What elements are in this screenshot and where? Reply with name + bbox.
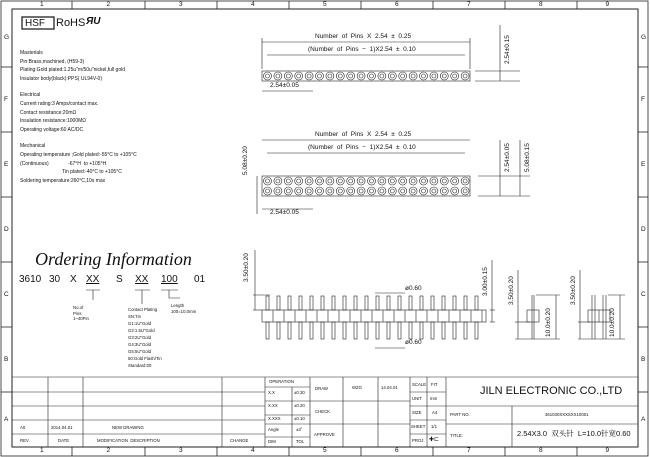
end-view-double (578, 270, 625, 339)
pin-hole-inner (276, 74, 280, 78)
pin-hole-inner (328, 189, 332, 193)
scale-value: FIT (431, 382, 438, 387)
pin-hole (295, 72, 303, 80)
pin-upper (354, 296, 357, 310)
pin-hole-inner (286, 74, 290, 78)
pin-hole-inner (349, 189, 353, 193)
pin-hole (368, 72, 376, 80)
pin-hole (388, 72, 396, 80)
pin-hole-inner (422, 179, 426, 183)
pin-lower (442, 322, 445, 339)
pin-hole (336, 177, 344, 185)
pin-hole (316, 187, 324, 195)
pin-hole (388, 187, 396, 195)
code-suffix: 01 (194, 274, 206, 285)
scale-label: SCALE (412, 382, 427, 387)
pin-hole (451, 177, 459, 185)
dim-double-upper: 3.50±0.20 (570, 276, 577, 305)
column-label: 3 (179, 0, 183, 8)
mechanical-line: Soldering temperature:260°C,10s max (20, 177, 106, 184)
column-label: 9 (605, 0, 610, 8)
pin-hole (430, 177, 438, 185)
pin-lower (475, 322, 478, 339)
end-view-single (515, 270, 560, 339)
pin-hole-inner (286, 179, 290, 183)
pin-lower (277, 322, 280, 339)
pin-upper (398, 296, 401, 310)
check-label: CHECK (315, 409, 331, 414)
pin-upper (332, 296, 335, 310)
pin-hole (388, 177, 396, 185)
pins-note (73, 305, 89, 322)
note-line: G2:1.5U"Gold (128, 328, 155, 333)
proj-label: PROJ. (412, 438, 425, 443)
unit-label: UNIT (412, 396, 423, 401)
pin-upper (288, 296, 291, 310)
pin-upper (475, 296, 478, 310)
rev-value: A0 (20, 425, 26, 430)
pin-hole (461, 72, 469, 80)
pin-hole (409, 187, 417, 195)
pin-hole-inner (276, 179, 280, 183)
header-rev: REV (20, 438, 29, 443)
pin-hole-inner (328, 74, 332, 78)
column-label: 1 (40, 0, 44, 8)
pin-hole-inner (401, 74, 405, 78)
title-label: TITLE: (450, 433, 463, 438)
pin-hole-inner (380, 74, 384, 78)
column-label: 2 (106, 447, 111, 454)
dim-mid-pitch: 2.54±0.05 (270, 209, 299, 216)
header-description: MODIFICATION DESCRIPTION (97, 438, 160, 443)
pin-hole-inner (463, 179, 467, 183)
column-label: 6 (395, 0, 399, 8)
tol-dim: X.XXX (268, 416, 281, 421)
pin-upper (376, 296, 379, 310)
electrical-line: Insulation resistance:1000MΩ (20, 118, 86, 125)
draw-date: 14.04.01 (381, 385, 398, 390)
pin-hole-inner (453, 179, 457, 183)
pin-lower (321, 322, 324, 339)
specs-block (20, 49, 137, 185)
note-line: Standard:00 (128, 363, 152, 368)
dim-body-height: 3.00±0.15 (482, 267, 489, 296)
pin-lower (464, 322, 467, 339)
pin-hole (461, 187, 469, 195)
pin-hole-inner (359, 179, 363, 183)
pin-hole (440, 187, 448, 195)
column-label: 5 (323, 0, 327, 8)
pin-hole (274, 177, 282, 185)
pin-hole-inner (380, 179, 384, 183)
pin-hole (316, 177, 324, 185)
title-value: 2.54X3.0 双头针 L=10.0针宽0.60 (517, 429, 631, 438)
pin-hole (451, 187, 459, 195)
pin-upper (365, 296, 368, 310)
pin-hole-inner (297, 179, 301, 183)
draw-label: DRAW (315, 386, 328, 391)
pin-hole-inner (442, 74, 446, 78)
ordering-leaders (86, 290, 180, 304)
pin-lower (288, 322, 291, 339)
column-label: 5 (323, 447, 327, 454)
row-label: D (4, 225, 9, 233)
pin-upper (299, 296, 302, 310)
pin-hole-inner (370, 74, 374, 78)
pin-hole (378, 187, 386, 195)
tolerance-title: OPERATION (269, 379, 294, 384)
dim-double-length: 10.0±0.20 (609, 308, 616, 337)
pin-lower (266, 322, 269, 339)
dim-mid-height1: 2.54±0.05 (504, 143, 511, 172)
pin-hole-inner (338, 74, 342, 78)
pin-hole (399, 187, 407, 195)
code-series: 3610 (19, 274, 42, 285)
pin-lower (398, 322, 401, 339)
pin-hole-inner (349, 74, 353, 78)
column-label: 4 (251, 0, 255, 8)
tol-value: ±0.30 (294, 390, 305, 395)
pin-upper (453, 296, 456, 310)
mechanical-line: Tin plated:-40°C to +105°C (62, 169, 122, 176)
pin-hole (336, 72, 344, 80)
materials-line: Insulator body(black):PPS( UL94V-0) (20, 75, 102, 82)
pin-hole-inner (370, 179, 374, 183)
size-value: A4 (432, 410, 438, 415)
dim-side-upper: 3.50±0.20 (243, 253, 250, 282)
tol-value: ±0.20 (294, 403, 305, 408)
pin-hole-inner (411, 179, 415, 183)
pin-hole (378, 72, 386, 80)
pin-hole (274, 187, 282, 195)
code-plating: XX (135, 274, 149, 285)
dim-pin-dia-top: ø0.60 (405, 285, 422, 292)
note-line: 1~40Pin (73, 316, 89, 321)
pin-hole-inner (401, 179, 405, 183)
dim-mid-height2: 5.08±0.15 (524, 143, 531, 172)
pin-hole-inner (422, 74, 426, 78)
column-label: 8 (539, 447, 543, 454)
pin-hole-inner (432, 179, 436, 183)
electrical-line: Contact resistance:20mΩ (20, 109, 77, 116)
pin-hole (264, 177, 272, 185)
row-label: C (641, 290, 646, 298)
note-line: Contact Plating (128, 307, 158, 312)
pin-hole (440, 177, 448, 185)
hsf-logo-text: HSF (25, 17, 45, 29)
code-length: 100 (161, 274, 178, 285)
pin-hole (420, 187, 428, 195)
column-label: 1 (40, 447, 44, 454)
materials-title: Masterials (20, 50, 43, 56)
row-label: B (641, 355, 646, 363)
pin-hole-inner (390, 74, 394, 78)
dim-single-upper: 3.50±0.20 (508, 276, 515, 305)
pin-lower (431, 322, 434, 339)
pin-hole-inner (276, 189, 280, 193)
pin-hole-inner (432, 74, 436, 78)
row-label: G (641, 34, 647, 41)
note-line: Length (171, 303, 185, 308)
ul-logo: ЯU (86, 16, 101, 27)
pin-hole-inner (266, 74, 270, 78)
electrical-title: Electrical (20, 92, 41, 99)
pin-hole (336, 187, 344, 195)
header-change: CHANGE (230, 438, 249, 443)
tol-footer-dim: DIM (268, 439, 276, 444)
pin-lower (332, 322, 335, 339)
projection-symbol-icon: ✚⊏ (429, 437, 440, 443)
pin-upper (321, 296, 324, 310)
sheet-value: 1/1 (431, 424, 437, 429)
pin-hole (440, 72, 448, 80)
pin-hole-inner (318, 189, 322, 193)
pin-hole (305, 72, 313, 80)
pin-hole (409, 177, 417, 185)
dim-mid-left-height: 5.08±0.20 (242, 146, 249, 175)
side-view (253, 250, 495, 348)
ordering-title: Ordering Information (35, 249, 192, 269)
company-name: JILN ELECTRONIC CO.,LTD (480, 385, 623, 397)
pin-hole-inner (328, 179, 332, 183)
code-s: S (116, 274, 123, 285)
pin-hole-inner (266, 189, 270, 193)
pin-hole (326, 72, 334, 80)
pin-upper (420, 296, 423, 310)
row-label: A (4, 415, 9, 423)
pin-hole (274, 72, 282, 80)
electrical-line: Current rating:3 Amps/contact max. (20, 100, 99, 107)
dim-top-total: Number of Pins X 2.54 ± 0.25 (315, 33, 412, 40)
pin-upper (266, 296, 269, 310)
pin-hole (430, 187, 438, 195)
pin-hole (264, 72, 272, 80)
pin-hole (378, 177, 386, 185)
row-label: F (4, 95, 8, 103)
column-label: 4 (251, 447, 255, 454)
pin-upper (387, 296, 390, 310)
pin-hole-inner (390, 189, 394, 193)
pin-hole (326, 177, 334, 185)
pin-hole (295, 177, 303, 185)
code-type: 30 (49, 274, 61, 285)
pin-hole-inner (442, 179, 446, 183)
pin-hole (368, 177, 376, 185)
pin-hole (399, 177, 407, 185)
pin-hole-inner (453, 189, 457, 193)
pin-hole (264, 187, 272, 195)
materials-line: Pin:Brass,machined, (H59-3) (20, 58, 85, 65)
pin-hole (368, 187, 376, 195)
mechanical-title: Mechanical (20, 143, 46, 150)
pin-hole (347, 187, 355, 195)
row-label: A (641, 415, 646, 423)
drawer-name: WZG (352, 385, 363, 390)
column-label: 6 (395, 447, 399, 454)
pin-hole-inner (422, 189, 426, 193)
pin-upper (277, 296, 280, 310)
pin-upper (431, 296, 434, 310)
note-line: G5:5U"Gold (128, 349, 152, 354)
pin-hole (305, 187, 313, 195)
pin-hole (284, 72, 292, 80)
column-label: 7 (467, 0, 471, 8)
pin-hole (357, 72, 365, 80)
pin-upper (464, 296, 467, 310)
pin-hole (409, 72, 417, 80)
pin-lower (365, 322, 368, 339)
tol-dim: X.XX (268, 403, 278, 408)
pin-hole-inner (307, 189, 311, 193)
dim-top-inner: (Number of Pins − 1)X2.54 ± 0.10 (308, 46, 416, 53)
dim-mid-total: Number of Pins X 2.54 ± 0.25 (315, 131, 412, 138)
pin-hole-inner (349, 179, 353, 183)
pin-hole-inner (359, 74, 363, 78)
pin-upper (310, 296, 313, 310)
pin-hole (399, 72, 407, 80)
pin-hole-inner (390, 179, 394, 183)
pin-hole (420, 72, 428, 80)
pin-hole-inner (463, 189, 467, 193)
pin-hole-inner (370, 189, 374, 193)
row-label: F (641, 95, 645, 103)
row-label: G (4, 34, 10, 41)
pin-upper (343, 296, 346, 310)
pin-hole (316, 72, 324, 80)
pin-lower (310, 322, 313, 339)
pin-hole-inner (411, 74, 415, 78)
pin-hole (451, 72, 459, 80)
tol-value: ±3˚ (296, 427, 303, 432)
mechanical-line: (Continuous) -67°H to +105°H (20, 160, 107, 167)
row-label: E (4, 160, 9, 168)
materials-line: Plating:Gold plated:1.25u"m/50u"nickel,full gold (20, 67, 126, 74)
pin-hole-inner (338, 179, 342, 183)
column-label: 2 (106, 0, 111, 8)
pin-hole-inner (307, 179, 311, 183)
note-line: G3:2U"Gold (128, 335, 152, 340)
pin-hole (326, 187, 334, 195)
pin-lower (376, 322, 379, 339)
dim-top-height: 2.54±0.15 (504, 35, 511, 64)
plating-note (128, 306, 162, 369)
column-label: 8 (539, 0, 543, 8)
pin-hole (284, 187, 292, 195)
pin-hole-inner (432, 189, 436, 193)
dim-mid-inner: (Number of Pins − 1)X2.54 ± 0.10 (308, 144, 416, 151)
tol-dim: X.X (268, 390, 275, 395)
pin-hole-inner (318, 179, 322, 183)
pin-hole-inner (359, 189, 363, 193)
pin-lower (343, 322, 346, 339)
pin-hole-inner (297, 74, 301, 78)
note-line: 50:Gold Flash/Tin (128, 356, 162, 361)
pin-hole (357, 177, 365, 185)
pin-upper (442, 296, 445, 310)
dim-single-length: 10.0±0.20 (545, 308, 552, 337)
pin-hole (420, 177, 428, 185)
pin-hole (461, 177, 469, 185)
pin-hole-inner (401, 189, 405, 193)
note-line: G1:1U"Gold (128, 321, 152, 326)
pin-upper (409, 296, 412, 310)
pin-lower (354, 322, 357, 339)
rohs-logo: RoHS (56, 17, 86, 29)
electrical-line: Operating voltage:60 AC/DC (20, 126, 84, 133)
pin-hole-inner (442, 189, 446, 193)
pin-hole (305, 177, 313, 185)
pin-hole-inner (463, 74, 467, 78)
pin-hole-inner (411, 189, 415, 193)
dim-top-pitch: 2.54±0.05 (270, 82, 299, 89)
column-label: 3 (179, 447, 183, 454)
tol-dim: Angle (268, 427, 279, 432)
sheet-label: SHEET (411, 424, 426, 429)
note-line: SN:Tin (128, 314, 141, 319)
tol-value: ±0.10 (294, 416, 305, 421)
row-label: B (4, 355, 9, 363)
pin-lower (409, 322, 412, 339)
rev-description: NEW DRAWING (112, 425, 144, 430)
pin-hole (284, 177, 292, 185)
mechanical-line: Operating temperature ;Gold plated:-55°C to +105°C (20, 151, 137, 158)
pin-hole-inner (307, 74, 311, 78)
pin-lower (299, 322, 302, 339)
column-label: 9 (605, 447, 610, 454)
code-x: X (70, 274, 77, 285)
pin-hole-inner (318, 74, 322, 78)
column-label: 7 (467, 447, 471, 454)
pin-lower (387, 322, 390, 339)
note-line: G4:3U"Gold (128, 342, 152, 347)
header-date: DATE (58, 438, 70, 443)
pin-hole (430, 72, 438, 80)
pin-hole-inner (286, 189, 290, 193)
note-line: 100=10.0mm (171, 309, 197, 314)
row-label: D (641, 225, 646, 233)
length-note (171, 303, 196, 315)
pin-lower (420, 322, 423, 339)
pin-hole-inner (380, 189, 384, 193)
pin-hole-inner (266, 179, 270, 183)
row-label: E (641, 160, 646, 168)
approve-label: APPROVE (314, 432, 335, 437)
part-no-value: 361030XXXSXX10001 (545, 412, 589, 417)
note-line: No.of (73, 305, 84, 310)
pin-hole-inner (453, 74, 457, 78)
pin-hole-inner (338, 189, 342, 193)
pin-lower (453, 322, 456, 339)
pin-hole-inner (297, 189, 301, 193)
size-label: SIZE (412, 410, 422, 415)
dim-pin-dia-bottom: ø0.60 (405, 339, 422, 346)
unit-value: mm (430, 396, 438, 401)
part-no-label: PART NO. (450, 412, 470, 417)
row-label: C (4, 290, 9, 298)
pin-hole (357, 187, 365, 195)
pin-hole (347, 177, 355, 185)
code-pins: XX (86, 274, 100, 285)
tol-footer-tol: TOL (296, 439, 305, 444)
note-line: Pins (73, 310, 82, 316)
rev-date: 2014.04.01 (51, 425, 73, 430)
pin-hole (347, 72, 355, 80)
pin-hole (295, 187, 303, 195)
